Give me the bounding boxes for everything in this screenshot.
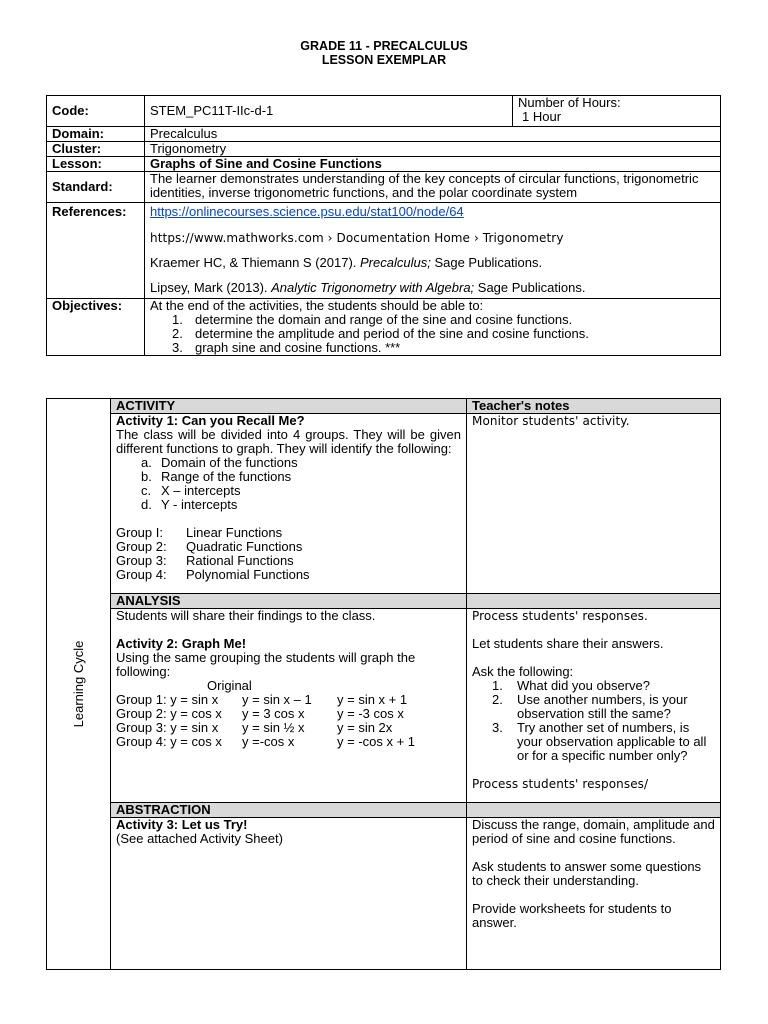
objective-item: 3. graph sine and cosine functions. *** (172, 340, 401, 355)
analysis-note-1: Process students' responses. (472, 609, 648, 623)
list-item: 2. Use another numbers, is your observation still the same? (492, 692, 688, 721)
list-item: Group I: Linear Functions (116, 525, 283, 540)
analysis-note-3: Ask the following: (472, 664, 574, 679)
list-item: d. Y - intercepts (141, 497, 238, 512)
activity2-original: Original (207, 678, 252, 693)
analysis-note-2: Let students share their answers. (472, 636, 664, 651)
equation-row: Group 1: y = sin x y = sin x – 1 y = sin x + 1 (116, 692, 408, 707)
learning-cycle-cell (47, 399, 111, 970)
abstraction-note-2: Ask students to answer some questions to check their understanding. (472, 859, 702, 888)
activity3-title: Activity 3: Let us Try! (116, 817, 248, 832)
list-item: c. X – intercepts (141, 483, 241, 498)
equation-row: Group 3: y = sin x y = sin ½ x y = sin 2x (116, 720, 393, 735)
list-item: 1. What did you observe? (492, 678, 650, 693)
learning-cycle-label: Learning Cycle (70, 640, 86, 728)
activity1-cell (111, 414, 467, 594)
activity2-title: Activity 2: Graph Me! (116, 636, 247, 651)
standard-value: The learner demonstrates understanding of the key concepts of circular functions, trigonometric identities, inverse trigonometric functions, and the polar coordinate system (145, 172, 721, 203)
list-item: Group 4: Polynomial Functions (116, 567, 310, 582)
activity1-text: The class will be divided into 4 groups. They will be given different functions to graph. They will identify the following: (116, 427, 461, 456)
cluster-value: Trigonometry (145, 142, 721, 157)
analysis-cell (111, 609, 467, 803)
hours-label: Number of Hours: (518, 95, 621, 110)
abstraction-cell (111, 818, 467, 970)
references-label: References: (47, 203, 145, 299)
analysis-notes (467, 609, 721, 803)
activity1-list (116, 456, 461, 512)
equation-row: Group 4: y = cos x y =-cos x y = -cos x + 1 (116, 734, 416, 749)
abstraction-note-1: Discuss the range, domain, amplitude and period of sine and cosine functions. (472, 817, 715, 846)
analysis-text: Students will share their findings to the class. (116, 608, 376, 623)
list-item: Group 2: Quadratic Functions (116, 539, 303, 554)
lesson-table (46, 398, 721, 970)
reference-2: https://www.mathworks.com › Documentation Home › Trigonometry (150, 231, 564, 245)
abstraction-header-notes (467, 803, 721, 818)
analysis-header-notes (467, 594, 721, 609)
domain-value: Precalculus (145, 127, 721, 142)
list-item: a. Domain of the functions (141, 455, 298, 470)
analysis-header: ANALYSIS (111, 594, 467, 609)
activity2-text: Using the same grouping the students will graph the following: (116, 650, 416, 679)
activity-header: ACTIVITY (111, 399, 467, 414)
reference-3: Kraemer HC, & Thiemann S (2017). Precalculus; Sage Publications. (150, 255, 543, 270)
code-value: STEM_PC11T-IIc-d-1 (145, 96, 513, 127)
objectives-intro: At the end of the activities, the students should be able to: (150, 298, 484, 313)
notes-header: Teacher's notes (467, 399, 721, 414)
lesson-value: Graphs of Sine and Cosine Functions (145, 157, 721, 172)
lesson-label: Lesson: (47, 157, 145, 172)
list-item: b. Range of the functions (141, 469, 292, 484)
info-table (46, 95, 721, 356)
domain-label: Domain: (47, 127, 145, 142)
references-cell (145, 203, 721, 299)
activity1-title: Activity 1: Can you Recall Me? (116, 413, 305, 428)
question-list (472, 679, 715, 763)
cluster-label: Cluster: (47, 142, 145, 157)
hours-cell (513, 96, 721, 127)
list-item: 3. Try another set of numbers, is your observation applicable to all or for a specific number only? (492, 720, 707, 763)
hours-value: 1 Hour (522, 109, 562, 124)
code-label: Code: (47, 96, 145, 127)
activity1-notes (467, 414, 721, 594)
activity3-text: (See attached Activity Sheet) (116, 831, 283, 846)
objectives-label: Objectives: (47, 299, 145, 356)
objectives-cell (145, 299, 721, 356)
doc-subtitle: LESSON EXEMPLAR (321, 53, 447, 67)
objective-item: 2. determine the amplitude and period of the sine and cosine functions. (172, 326, 589, 341)
activity1-note: Monitor students' activity. (472, 414, 630, 428)
doc-title: GRADE 11 - PRECALCULUS (300, 39, 468, 53)
abstraction-note-3: Provide worksheets for students to answer. (472, 901, 672, 930)
group-list (116, 526, 461, 582)
analysis-note-4: Process students' responses/ (472, 777, 649, 791)
abstraction-notes (467, 818, 721, 970)
equation-row: Group 2: y = cos x y = 3 cos x y = -3 cos x (116, 706, 404, 721)
abstraction-header: ABSTRACTION (111, 803, 467, 818)
standard-label: Standard: (47, 172, 145, 203)
objective-item: 1. determine the domain and range of the sine and cosine functions. (172, 312, 573, 327)
reference-4: Lipsey, Mark (2013). Analytic Trigonometry with Algebra; Sage Publications. (150, 280, 586, 295)
reference-link-1[interactable]: https://onlinecourses.science.psu.edu/stat100/node/64 (150, 204, 464, 219)
list-item: Group 3: Rational Functions (116, 553, 294, 568)
